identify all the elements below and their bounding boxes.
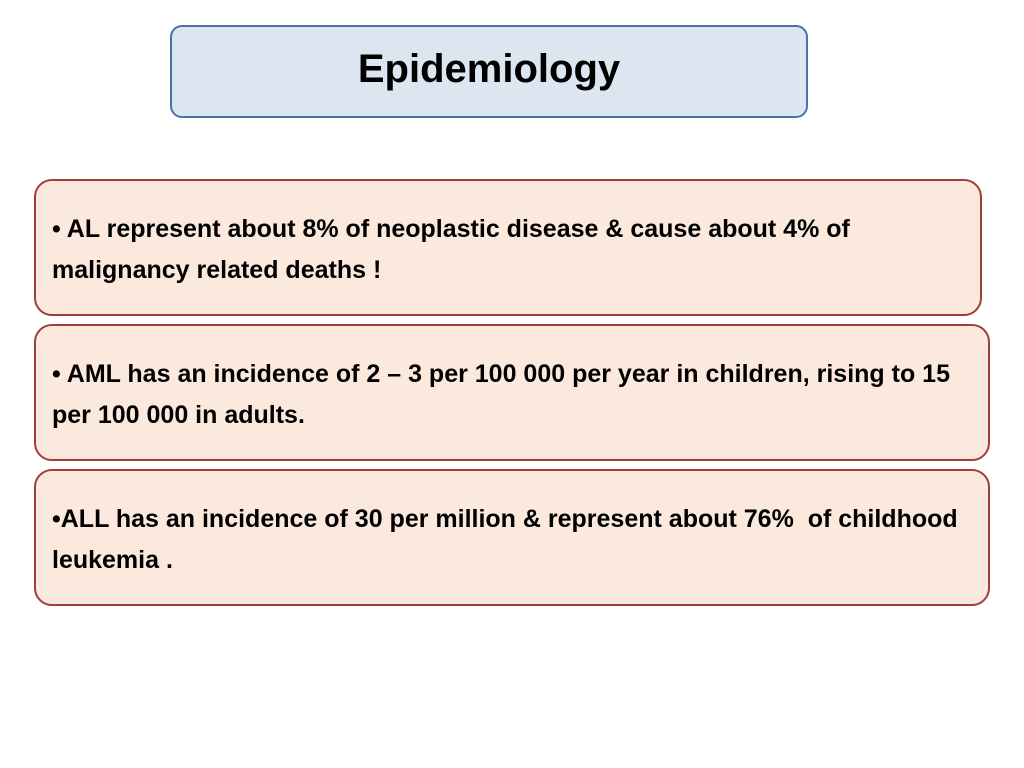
point-text-1: • AL represent about 8% of neoplastic disease & cause about 4% of malignancy related deaths ! xyxy=(52,215,857,284)
slide-title: Epidemiology xyxy=(357,47,621,91)
title-box xyxy=(170,25,808,118)
point-text-2: • AML has an incidence of 2 – 3 per 100 000 per year in children, rising to 15 per 100 000 in adults. xyxy=(52,360,957,429)
point-box-1 xyxy=(34,179,982,316)
point-box-3 xyxy=(34,469,990,606)
point-box-2 xyxy=(34,324,990,461)
point-text-3: •ALL has an incidence of 30 per million & represent about 76% of childhood leukemia . xyxy=(52,505,965,574)
